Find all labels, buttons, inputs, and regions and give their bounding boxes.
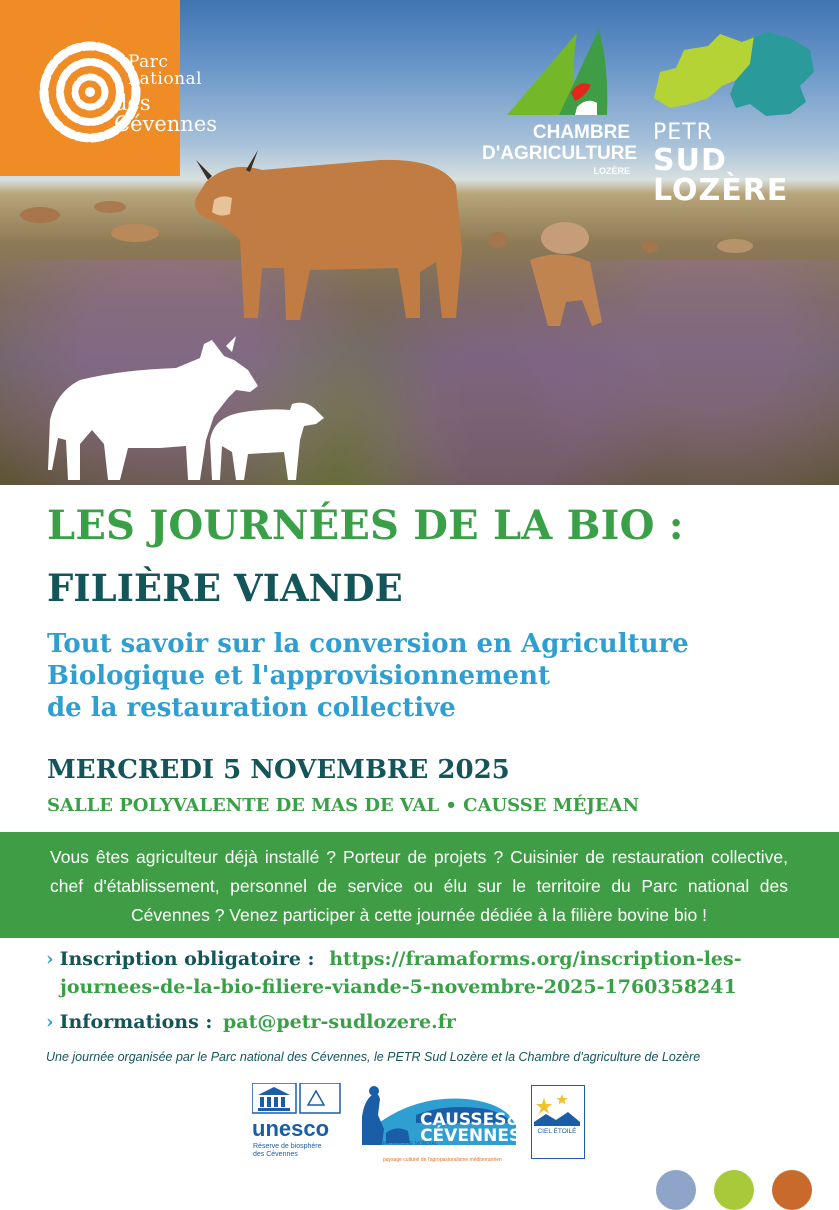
event-date: MERCREDI 5 NOVEMBRE 2025 (47, 755, 510, 785)
subtitle-line: de la restauration collective (47, 693, 456, 723)
organizers-note: Une journée organisée par le Parc national des Cévennes, le PETR Sud Lozère et la Chambre d'agriculture de Lozère (46, 1050, 701, 1064)
chambre-line3: LOZÈRE (593, 166, 630, 176)
information-email[interactable]: pat@petr-sudlozere.fr (223, 1011, 456, 1033)
parc-national-line1: Parc national (128, 52, 203, 89)
unesco-sub-line2: des Cévennes (253, 1151, 298, 1159)
subtitle-line: Biologique et l'approvisionnement (47, 661, 550, 691)
decorative-dot-orange (772, 1170, 812, 1210)
causses-cevennes-wordmark (420, 1110, 522, 1147)
event-place: SALLE POLYVALENTE DE MAS DE VAL • CAUSSE MÉJEAN (47, 795, 640, 816)
unesco-subtitle (253, 1143, 322, 1159)
description-text: Vous êtes agriculteur déjà installé ? Porteur de projets ? Cuisinier de restauration collective, chef d'établissement, personnel de service ou élu sur le territoire du Parc national des Cévennes ? Venez participer à cette journée dédiée à la filière bovine bio ! (50, 847, 788, 925)
registration-link[interactable]: https://framaforms.org/inscription-les- (329, 948, 742, 970)
parc-national-logo (0, 0, 218, 176)
chambre-line2: D'AGRICULTURE (482, 143, 638, 164)
information-label: Informations : (59, 1011, 213, 1033)
ciel-etoile-label: CIEL ÉTOILÉ (537, 1128, 577, 1135)
petr-line1: PETR (653, 120, 713, 145)
petr-line2: SUD LOZÈRE (653, 143, 789, 208)
hero-photo (0, 0, 839, 485)
chambre-agriculture-icon (505, 27, 615, 122)
information-line (46, 1011, 456, 1033)
registration-line (46, 948, 742, 970)
parc-national-wordmark (114, 52, 218, 136)
causses-subtitle: PATRIMOINE MONDIAL (383, 1141, 438, 1147)
lozere-map-icon (650, 28, 820, 128)
registration-line-2 (60, 976, 737, 998)
subtitle-line: Tout savoir sur la conversion en Agriculture (47, 629, 689, 659)
ciel-etoile-logo (531, 1085, 585, 1159)
unesco-sub-line1: Réserve de biosphère (253, 1143, 322, 1150)
title-line1: LES JOURNÉES DE LA BIO : (47, 502, 684, 549)
chambre-agriculture-wordmark (482, 122, 638, 176)
title-line2: FILIÈRE VIANDE (47, 566, 403, 610)
unesco-wordmark: unesco (252, 1116, 330, 1141)
unesco-temple-icon (252, 1083, 344, 1117)
registration-label: Inscription obligatoire : (59, 948, 315, 970)
main-cow (195, 150, 462, 320)
chevron-right-icon: › (46, 1011, 54, 1033)
chambre-line1: CHAMBRE (532, 122, 630, 143)
stars-icon (532, 1088, 582, 1128)
causses-line1: CAUSSES& (420, 1110, 522, 1130)
parc-national-line2: des Cévennes (114, 91, 218, 136)
causses-line2: CÉVENNES (420, 1126, 522, 1147)
decorative-dot-blue (656, 1170, 696, 1210)
registration-link-continued[interactable]: journees-de-la-bio-filiere-viande-5-novembre-2025-1760358241 (60, 976, 737, 998)
causses-subtitle-2: paysage culturel de l'agropastoralisme méditerranéen (383, 1157, 502, 1163)
white-cow-sheep-silhouette (48, 336, 324, 480)
petr-wordmark (653, 122, 839, 206)
chevron-right-icon: › (46, 948, 54, 970)
decorative-dot-green (714, 1170, 754, 1210)
subtitle (47, 628, 807, 724)
